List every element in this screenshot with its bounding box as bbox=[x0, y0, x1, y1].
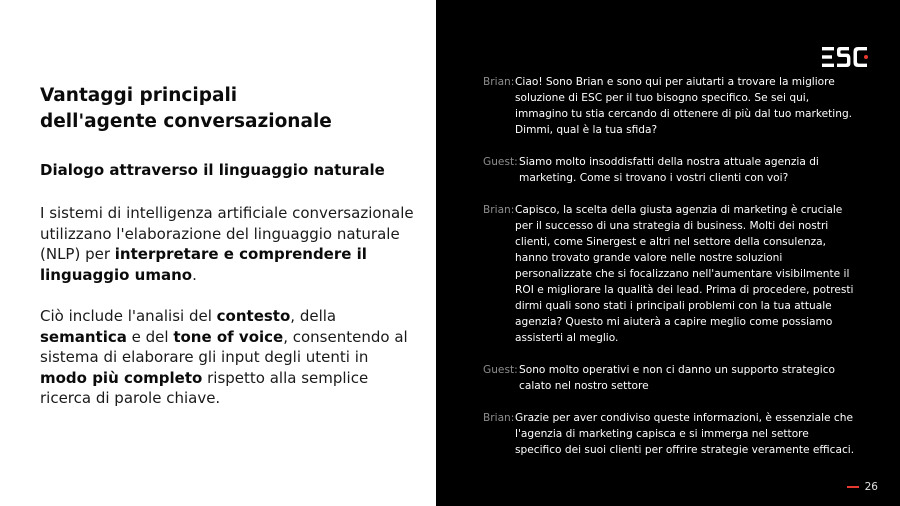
right-panel bbox=[436, 0, 900, 506]
p1-text-2: . bbox=[192, 265, 197, 284]
p1-bold-1: interpretare e comprendere il linguaggio umano bbox=[40, 245, 367, 284]
p2-text-3: e del bbox=[126, 327, 174, 346]
chat-message bbox=[483, 362, 858, 394]
chat-message bbox=[483, 410, 858, 458]
section-subtitle: Dialogo attraverso il linguaggio naturale bbox=[40, 161, 385, 179]
speaker-label: Brian: bbox=[483, 204, 515, 216]
speaker-label: Brian: bbox=[483, 76, 515, 88]
chat-message bbox=[483, 154, 858, 186]
chat-message bbox=[483, 202, 858, 346]
p2-bold-4: modo più completo bbox=[40, 368, 203, 387]
paragraph-analysis bbox=[40, 306, 420, 409]
p2-bold-1: contesto bbox=[216, 307, 291, 325]
message-text: Capisco, la scelta della giusta agenzia di marketing è cruciale per il successo di una strategia di business. Molti dei nostri clienti, come Sinergest e altri nel settore della consulenza, hanno trovato grande valore nelle nostre soluzioni personalizzate che si focalizzano nell'aumentare visibilmente il ROI e migliorare la qualità dei lead. Prima di procedere, potresti dirmi quali sono stati i principali problemi con la tua attuale agenzia? Questo mi aiuterà a capire meglio come possiamo assisterti al meglio. bbox=[515, 204, 854, 344]
p2-text-4: , consentendo al sistema di elaborare gli input degli utenti in bbox=[40, 327, 408, 367]
accent-dash bbox=[847, 486, 859, 488]
speaker-label: Guest: bbox=[483, 364, 518, 376]
title-line-1: Vantaggi principali bbox=[40, 85, 238, 106]
paragraph-nlp bbox=[40, 203, 420, 285]
speaker-label: Brian: bbox=[483, 412, 515, 424]
chat-transcript bbox=[483, 74, 858, 474]
left-panel bbox=[0, 0, 436, 506]
p2-bold-3: tone of voice bbox=[173, 327, 284, 346]
p2-text-5: rispetto alla semplice ricerca di parole chiave. bbox=[40, 368, 369, 408]
message-text: Ciao! Sono Brian e sono qui per aiutarti a trovare la migliore soluzione di ESC per il tuo bisogno specifico. Se sei qui, immagino tu stia cercando di ottenere di più dal tuo marketing. Dimmi, qual è la tua sfida? bbox=[515, 76, 853, 136]
page-number-value: 26 bbox=[864, 481, 878, 493]
title-line-2: dell'agente conversazionale bbox=[40, 111, 332, 132]
message-text: Siamo molto insoddisfatti della nostra attuale agenzia di marketing. Come si trovano i vostri clienti con voi? bbox=[519, 156, 819, 184]
p2-text-2: , della bbox=[290, 307, 337, 325]
slide-title bbox=[40, 83, 420, 135]
message-text: Grazie per aver condiviso queste informazioni, è essenziale che l'agenzia di marketing capisca e si immerga nel settore specifico dei suoi clienti per offrire strategie veramente efficaci. bbox=[515, 412, 855, 456]
p2-text-1: Ciò include l'analisi del bbox=[40, 307, 217, 325]
esc-logo bbox=[822, 46, 868, 68]
p2-bold-2: semantica bbox=[40, 327, 127, 346]
chat-message bbox=[483, 74, 858, 138]
p1-text-1: I sistemi di intelligenza artificiale conversazionale utilizzano l'elaborazione del linguaggio naturale (NLP) per bbox=[40, 204, 414, 264]
speaker-label: Guest: bbox=[483, 156, 518, 168]
page-number bbox=[847, 481, 878, 493]
message-text: Sono molto operativi e non ci danno un supporto strategico calato nel nostro settore bbox=[519, 364, 836, 392]
